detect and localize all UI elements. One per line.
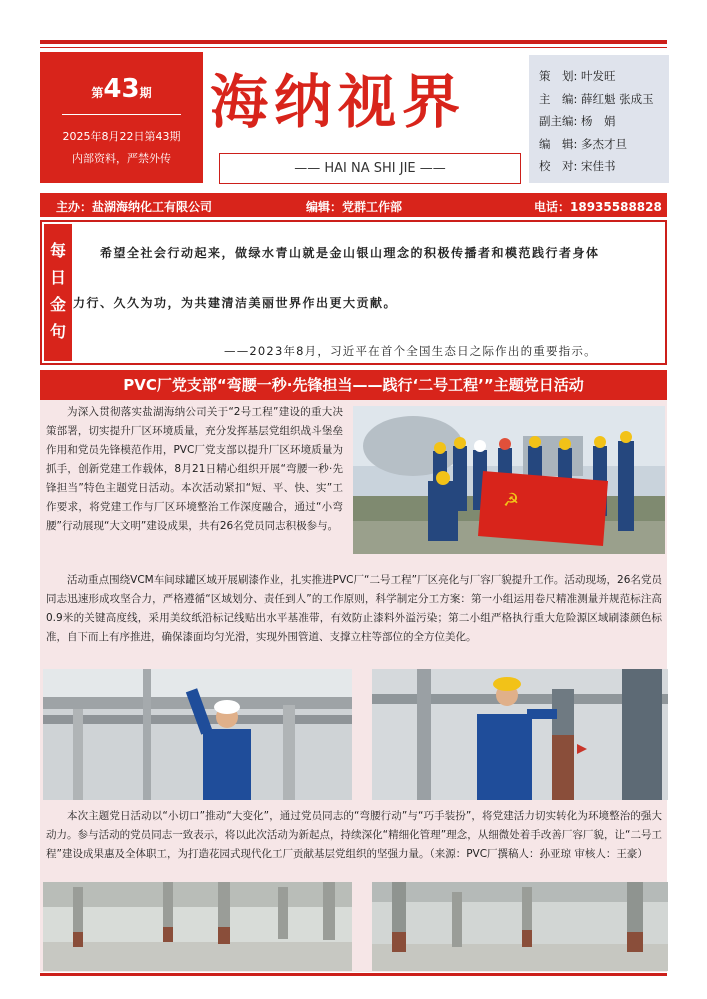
staff-deputy-editor: 副主编: 杨 娟 — [539, 114, 616, 128]
article-paragraph-2: 活动重点围绕VCM车间球罐区域开展刷漆作业，扎实推进PVC厂“二号工程”厂区亮化与厂容厂貌提升工作。活动现场，26名党员同志迅速形成攻坚合力，严格遵循“区域划分、责任到人”的工作原则，科学制定分工方案：第一小组运用卷尺精准测量并规范标注高0.9米的关键高度线，采用美纹纸沿标记线贴出水平基准带，有效防止漆料外溢污染；第二小组严格执行重大危险源区域刷漆颜色标准，自下而上有序推进，确保漆面均匀光滑，实现外围管道、支撑立柱等部位的全方位美化。 — [46, 574, 662, 643]
daily-quote-source: ——2023年8月，习近平在首个全国生态日之际作出的重要指示。 — [224, 344, 597, 358]
article-paragraph-1: 为深入贯彻落实盐湖海纳公司关于“2号工程”建设的重大决策部署，切实提升厂区环境质量，充分发挥基层党组织战斗堡垒作用和党员先锋模范作用，PVC厂党支部以提升厂区环境质量为抓手，创新党建工作载体，8月21日精心组织开展“弯腰一秒·先锋担当”特色主题党日活动。本次活动紧扣“短、平、快、实”工作要求，将党建工作与厂区环境整治工作深度融合，通过“小弯腰”行动展现“大文明”建设成果，共有26名党员同志积极参与。 — [46, 406, 343, 532]
painting-pipe-photo-2 — [372, 669, 668, 800]
sponsor-editor: 编辑：党群工作部 — [306, 200, 403, 214]
article-paragraph-3: 本次主题党日活动以“小切口”推动“大变化”，通过党员同志的“弯腰行动”与“巧手装扮”，将党建活力切实转化为环境整治的强大动力。参与活动的党员同志一致表示，将以此次活动为新起点，持续深化“精细化管理”理念，从细微处着手改善厂容厂貌，让“二号工程”建设成果惠及全体职工，为打造花园式现代化工厂贡献基层党组织的坚强力量。（来源：PVC厂撰稿人：孙亚琼 审核人：王豪） — [46, 810, 662, 860]
daily-quote-line2: 力行、久久为功，为共建清洁美丽世界作出更大贡献。 — [73, 296, 398, 310]
staff-box — [529, 55, 669, 183]
bottom-rule — [40, 973, 667, 976]
sponsor-bar — [40, 193, 667, 217]
sponsor-phone: 电话：18935588828 — [534, 200, 662, 214]
daily-quote-box — [40, 220, 667, 365]
staff-editor: 编 辑: 多杰才旦 — [539, 136, 628, 151]
issue-date: 2025年8月22日第43期 — [62, 130, 181, 143]
painted-columns-photo-2 — [372, 882, 668, 971]
painting-pipe-photo-1 — [43, 669, 352, 800]
staff-planner: 策 划: 叶发旺 — [539, 69, 616, 83]
daily-quote-line1: 希望全社会行动起来，做绿水青山就是金山银山理念的积极传播者和模范践行者身体 — [100, 246, 600, 260]
issue-number: 第43期 — [91, 74, 152, 104]
masthead-pinyin: —— HAI NA SHI JIE —— — [219, 153, 521, 184]
painted-columns-photo-1 — [43, 882, 352, 971]
sponsor-host: 主办：盐湖海纳化工有限公司 — [56, 200, 213, 214]
issue-box — [40, 52, 203, 183]
staff-proofreader: 校 对: 宋佳书 — [539, 159, 616, 173]
article-headline: PVC厂党支部“弯腰一秒·先锋担当——践行‘二号工程’”主题党日活动 — [40, 370, 667, 400]
issue-divider — [62, 114, 181, 115]
masthead-title: 海纳视界 — [210, 68, 467, 136]
staff-chief-editor: 主 编: 薛红魁 张成玉 — [539, 91, 654, 106]
issue-note: 内部资料，严禁外传 — [72, 152, 171, 165]
group-flag-photo — [353, 406, 665, 554]
svg-text:☭: ☭ — [503, 490, 520, 511]
daily-quote-label: 每 日 金 句 — [44, 224, 72, 361]
top-rule-thin — [40, 47, 667, 48]
top-rule — [40, 40, 667, 44]
